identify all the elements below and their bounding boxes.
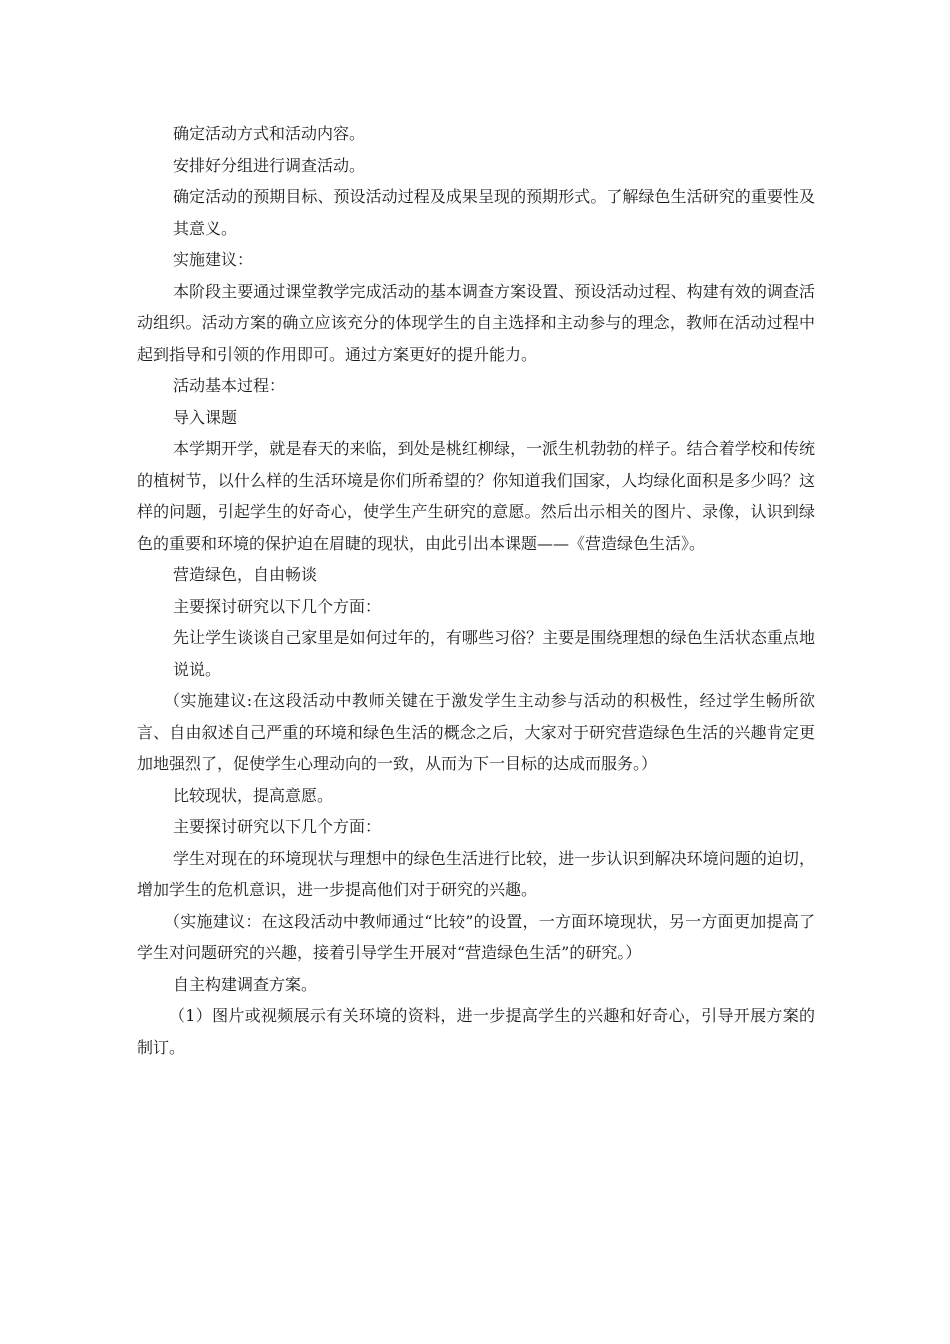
heading-build-survey-plan: 自主构建调查方案。 <box>173 974 318 994</box>
paragraph-suggestion-1: （实施建议:在这段活动中教师关键在于激发学生主动参与活动的积极性，经过学生畅所欲言、自由叙述自己严重的环境和绿色生活的概念之后，大家对于研究营造绿色生活的兴趣肯定更加地强烈了，促使学生心理动向的一致，从而为下一目标的达成而服务。） <box>137 691 815 773</box>
heading-discussion-aspects-2: 主要探讨研究以下几个方面： <box>173 817 382 836</box>
document-page <box>137 118 815 1063</box>
paragraph-step-1: （1）图片或视频展示有关环境的资料，进一步提高学生的兴趣和好奇心，引导开展方案的制订。 <box>137 1006 815 1057</box>
paragraph-activity-method: 确定活动方式和活动内容。 <box>173 124 366 143</box>
heading-free-talk: 营造绿色，自由畅谈 <box>173 565 318 584</box>
heading-discussion-aspects-1: 主要探讨研究以下几个方面： <box>173 596 382 616</box>
paragraph-new-year-customs: 先让学生谈谈自己家里是如何过年的，有哪些习俗？主要是围绕理想的绿色生活状态重点地说说。 <box>173 628 815 679</box>
heading-basic-process: 活动基本过程： <box>173 376 286 395</box>
heading-introduce-topic: 导入课题 <box>173 407 238 427</box>
paragraph-stage-description: 本阶段主要通过课堂教学完成活动的基本调查方案设置、预设活动过程、构建有效的调查活动组织。活动方案的确立应该充分的体现学生的自主选择和主动参与的理念，教师在活动过程中起到指导和引领的作用即可。通过方案更好的提升能力。 <box>137 281 815 364</box>
heading-compare-status: 比较现状，提高意愿。 <box>173 785 334 805</box>
paragraph-comparison: 学生对现在的环境现状与理想中的绿色生活进行比较，进一步认识到解决环境问题的迫切，增加学生的危机意识，进一步提高他们对于研究的兴趣。 <box>137 848 815 899</box>
paragraph-suggestion-2: （实施建议：在这段活动中教师通过“比较”的设置，一方面环境现状，另一方面更加提高了学生对问题研究的兴趣，接着引导学生开展对“营造绿色生活”的研究。） <box>137 911 815 962</box>
paragraph-goals: 确定活动的预期目标、预设活动过程及成果呈现的预期形式。了解绿色生活研究的重要性及其意义。 <box>173 187 815 238</box>
heading-implementation-suggestion: 实施建议： <box>173 250 254 269</box>
paragraph-grouping: 安排好分组进行调查活动。 <box>173 155 366 175</box>
paragraph-introduction: 本学期开学，就是春天的来临，到处是桃红柳绿，一派生机勃勃的样子。结合着学校和传统的植树节，以什么样的生活环境是你们所希望的？你知道我们国家，人均绿化面积是多少吗？这样的问题，引起学生的好奇心，使学生产生研究的意愿。然后出示相关的图片、录像，认识到绿色的重要和环境的保护迫在眉睫的现状，由此引出本课题——《营造绿色生活》。 <box>137 439 815 553</box>
